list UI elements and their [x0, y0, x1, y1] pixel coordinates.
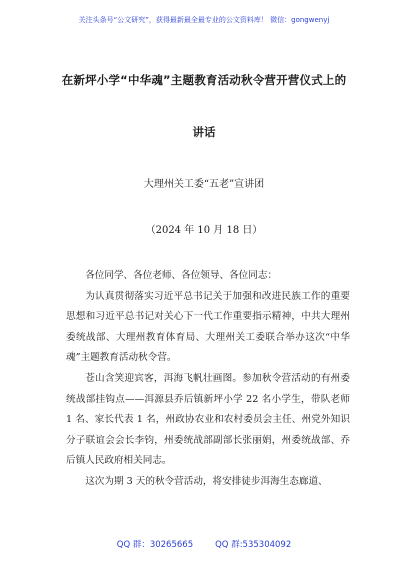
- author-line: 大理州关工委“五老”宣讲团: [143, 179, 265, 190]
- document-title-continued: 讲话: [192, 125, 216, 139]
- document-title: 在新坪小学“中华魂”主题教育活动秋令营开营仪式上的: [61, 73, 347, 87]
- salutation-paragraph: 各位同学、各位老师、各位领导、各位同志：: [85, 270, 278, 281]
- document-body: [66, 266, 350, 493]
- body-paragraph: 为认真贯彻落实习近平总书记关于加强和改进民族工作的重要思想和习近平总书记对关心下一代工作重要指示精神，中共大理州委统战部、大理州教育体育局、大理州关工委联合举办这次“中华魂”主题教育活动秋令营。: [66, 290, 350, 364]
- footer-contact: [0, 538, 408, 550]
- body-paragraph: 苍山含笑迎宾客，洱海飞帆壮画图。参加秋令营活动的有州委统战部挂钩点——洱源县乔后镇新坪小学 22 名小学生，带队老师 1 名、家长代表 1 名，州政协农业和农村委员会主任、州党外知识分子联谊会会长李钧，州委统战部副部长张丽娟，州委统战部、乔后镇人民政府相关同志。: [66, 372, 350, 467]
- body-paragraph: 这次为期 3 天的秋令营活动，将安排徒步洱海生态廊道、: [85, 475, 328, 487]
- header-notice: 关注头条号“公文研究”，获得最新最全最专业的公文资料库！ 微信：gongwenyj: [78, 16, 330, 24]
- date-line: （2024 年 10 月 18 日）: [145, 225, 263, 236]
- footer-qq-group-1: QQ 群：30265665: [116, 540, 194, 550]
- footer-qq-group-2: QQ 群:535304092: [215, 540, 292, 550]
